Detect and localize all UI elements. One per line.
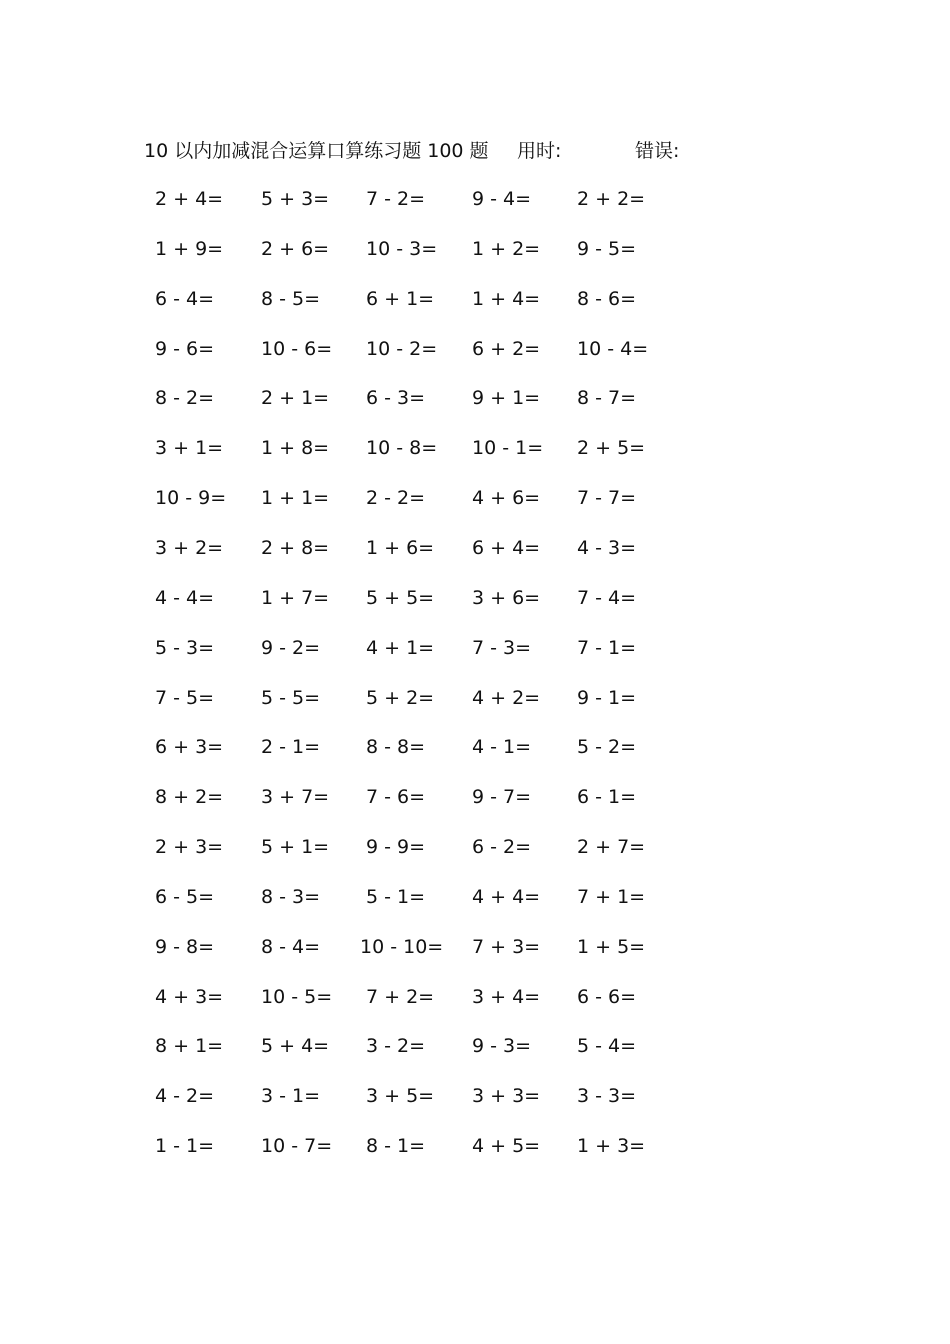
problem-item: 2 + 7= bbox=[577, 836, 646, 859]
problem-item: 6 + 3= bbox=[155, 736, 224, 759]
problem-item: 1 + 5= bbox=[577, 935, 646, 958]
problem-item: 4 - 3= bbox=[577, 536, 637, 559]
problem-item: 10 - 8= bbox=[366, 437, 438, 460]
problem-item: 4 + 2= bbox=[472, 686, 541, 709]
problem-item: 9 - 3= bbox=[472, 1035, 532, 1058]
problem-item: 10 - 3= bbox=[366, 237, 438, 260]
problem-item: 8 - 4= bbox=[261, 935, 321, 958]
problem-item: 3 + 4= bbox=[472, 985, 541, 1008]
problem-item: 8 - 8= bbox=[366, 736, 426, 759]
problem-item: 5 - 1= bbox=[366, 885, 426, 908]
problem-item: 7 - 6= bbox=[366, 786, 426, 809]
problem-item: 9 - 9= bbox=[366, 836, 426, 859]
problem-item: 3 + 5= bbox=[366, 1085, 435, 1108]
problem-item: 7 - 7= bbox=[577, 487, 637, 510]
problem-item: 5 - 3= bbox=[155, 636, 215, 659]
problem-item: 7 - 1= bbox=[577, 636, 637, 659]
problem-item: 8 - 7= bbox=[577, 387, 637, 410]
problem-item: 6 + 4= bbox=[472, 536, 541, 559]
problem-item: 7 + 1= bbox=[577, 885, 646, 908]
problem-item: 6 - 4= bbox=[155, 287, 215, 310]
problem-item: 6 + 1= bbox=[366, 287, 435, 310]
problem-item: 9 - 5= bbox=[577, 237, 637, 260]
problem-item: 7 - 3= bbox=[472, 636, 532, 659]
problem-item: 1 + 3= bbox=[577, 1135, 646, 1158]
problem-item: 2 + 4= bbox=[155, 188, 224, 210]
problem-item: 9 - 4= bbox=[472, 188, 532, 210]
problem-item: 1 + 6= bbox=[366, 536, 435, 559]
problem-item: 6 + 2= bbox=[472, 337, 541, 360]
problem-item: 7 - 2= bbox=[366, 188, 426, 210]
problem-item: 9 - 2= bbox=[261, 636, 321, 659]
problem-item: 7 + 2= bbox=[366, 985, 435, 1008]
problem-item: 3 + 3= bbox=[472, 1085, 541, 1108]
problem-item: 2 + 3= bbox=[155, 836, 224, 859]
problem-item: 10 - 4= bbox=[577, 337, 649, 360]
problem-item: 9 + 1= bbox=[472, 387, 541, 410]
worksheet-title: 10 以内加减混合运算口算练习题 100 题 bbox=[144, 140, 489, 162]
problem-item: 6 - 6= bbox=[577, 985, 637, 1008]
problem-item: 5 + 1= bbox=[261, 836, 330, 859]
problem-item: 10 - 9= bbox=[155, 487, 227, 510]
problem-item: 5 - 4= bbox=[577, 1035, 637, 1058]
problem-item: 3 + 1= bbox=[155, 437, 224, 460]
problem-item: 5 - 5= bbox=[261, 686, 321, 709]
problem-item: 9 - 1= bbox=[577, 686, 637, 709]
problem-item: 8 - 3= bbox=[261, 885, 321, 908]
problem-item: 6 - 2= bbox=[472, 836, 532, 859]
problem-item: 9 - 6= bbox=[155, 337, 215, 360]
problem-item: 3 - 2= bbox=[366, 1035, 426, 1058]
problem-item: 5 + 3= bbox=[261, 188, 330, 210]
problem-item: 2 + 8= bbox=[261, 536, 330, 559]
problem-item: 1 + 1= bbox=[261, 487, 330, 510]
problem-item: 4 + 6= bbox=[472, 487, 541, 510]
problem-item: 4 - 2= bbox=[155, 1085, 215, 1108]
problem-item: 8 - 2= bbox=[155, 387, 215, 410]
problem-item: 1 + 9= bbox=[155, 237, 224, 260]
problem-item: 4 + 3= bbox=[155, 985, 224, 1008]
problem-item: 5 + 2= bbox=[366, 686, 435, 709]
problem-item: 5 + 4= bbox=[261, 1035, 330, 1058]
problem-item: 6 - 5= bbox=[155, 885, 215, 908]
problem-item: 1 - 1= bbox=[155, 1135, 215, 1158]
problem-item: 4 - 1= bbox=[472, 736, 532, 759]
problem-item: 9 - 7= bbox=[472, 786, 532, 809]
problem-item: 1 + 7= bbox=[261, 586, 330, 609]
problem-item: 3 + 7= bbox=[261, 786, 330, 809]
problem-item: 10 - 1= bbox=[472, 437, 544, 460]
problem-item: 10 - 5= bbox=[261, 985, 333, 1008]
problem-item: 8 + 1= bbox=[155, 1035, 224, 1058]
problem-item: 2 - 1= bbox=[261, 736, 321, 759]
problem-item: 3 - 1= bbox=[261, 1085, 321, 1108]
problem-item: 9 - 8= bbox=[155, 935, 215, 958]
problem-item: 6 - 1= bbox=[577, 786, 637, 809]
problem-item: 8 + 2= bbox=[155, 786, 224, 809]
problem-item: 10 - 6= bbox=[261, 337, 333, 360]
problem-item: 4 + 1= bbox=[366, 636, 435, 659]
problem-item: 4 + 5= bbox=[472, 1135, 541, 1158]
problem-item: 2 + 6= bbox=[261, 237, 330, 260]
problem-item: 10 - 2= bbox=[366, 337, 438, 360]
problem-item: 10 - 7= bbox=[261, 1135, 333, 1158]
problem-item: 8 - 1= bbox=[366, 1135, 426, 1158]
problem-item: 1 + 8= bbox=[261, 437, 330, 460]
problem-item: 1 + 2= bbox=[472, 237, 541, 260]
problem-item: 2 + 5= bbox=[577, 437, 646, 460]
problem-item: 5 + 5= bbox=[366, 586, 435, 609]
problem-item: 8 - 5= bbox=[261, 287, 321, 310]
problem-item: 2 + 2= bbox=[577, 188, 646, 210]
problem-item: 2 - 2= bbox=[366, 487, 426, 510]
problem-item: 4 - 4= bbox=[155, 586, 215, 609]
problem-item: 7 - 5= bbox=[155, 686, 215, 709]
problem-item: 3 + 2= bbox=[155, 536, 224, 559]
problem-item: 4 + 4= bbox=[472, 885, 541, 908]
problem-item: 7 + 3= bbox=[472, 935, 541, 958]
problem-item: 6 - 3= bbox=[366, 387, 426, 410]
problem-item: 8 - 6= bbox=[577, 287, 637, 310]
problem-item: 10 - 10= bbox=[360, 935, 444, 958]
problem-item: 3 - 3= bbox=[577, 1085, 637, 1108]
time-label: 用时: bbox=[517, 140, 562, 162]
error-label: 错误: bbox=[635, 140, 680, 162]
problem-item: 7 - 4= bbox=[577, 586, 637, 609]
problem-item: 2 + 1= bbox=[261, 387, 330, 410]
problem-item: 5 - 2= bbox=[577, 736, 637, 759]
problem-item: 3 + 6= bbox=[472, 586, 541, 609]
problem-item: 1 + 4= bbox=[472, 287, 541, 310]
